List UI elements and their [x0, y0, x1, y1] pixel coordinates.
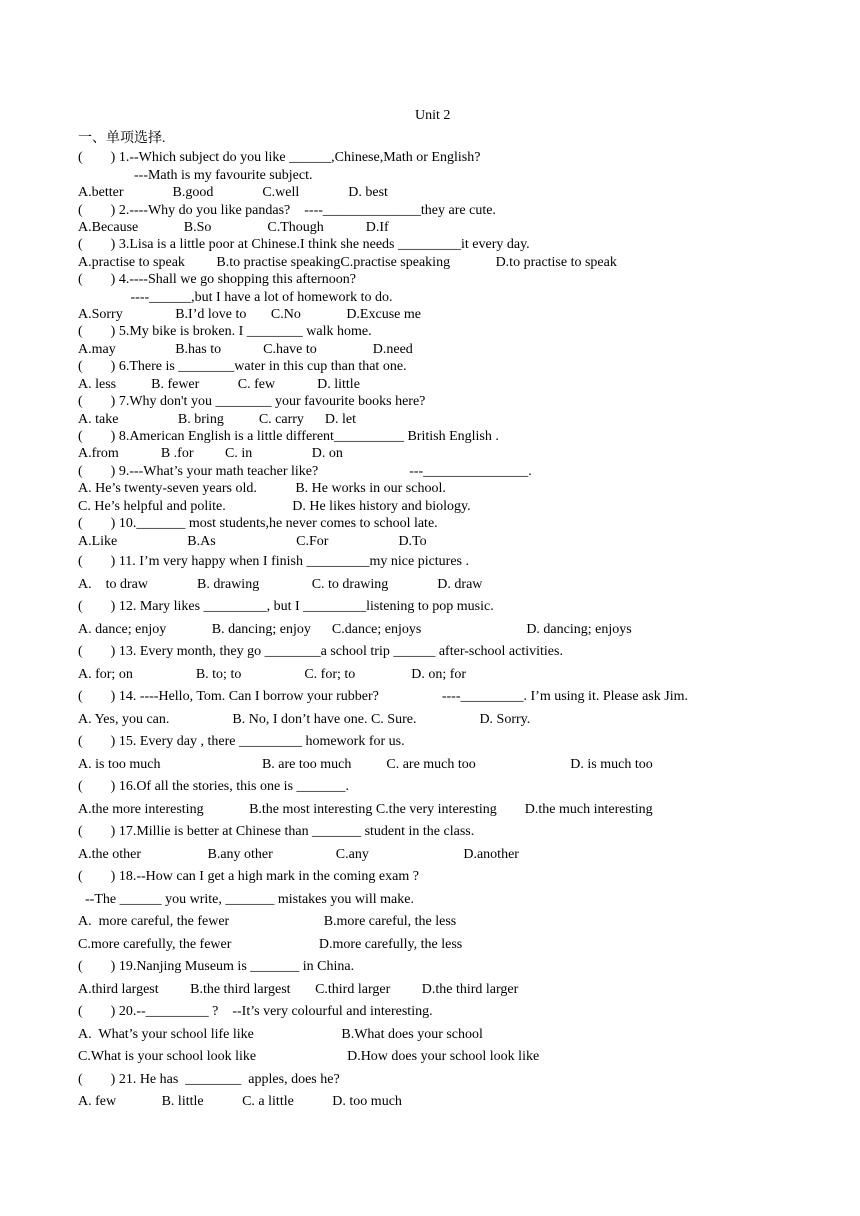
question-line: ( ) 18.--How can I get a high mark in the coming exam ?: [78, 869, 419, 884]
question-line: ( ) 19.Nanjing Museum is _______ in China.: [78, 959, 355, 974]
question-line: ( ) 8.American English is a little different__________ British English .: [78, 429, 499, 444]
question-line: ---Math is my favourite subject.: [78, 168, 313, 183]
question-line: ( ) 9.---What’s your math teacher like? ---_______________.: [78, 464, 532, 479]
question-line: ( ) 4.----Shall we go shopping this afternoon?: [78, 272, 356, 287]
options-line: A. to draw B. drawing C. to drawing D. draw: [78, 577, 483, 592]
question-line: ( ) 7.Why don't you ________ your favourite books here?: [78, 394, 426, 409]
options-line: A. for; on B. to; to C. for; to D. on; for: [78, 667, 467, 682]
question-line: ( ) 13. Every month, they go ________a school trip ______ after-school activities.: [78, 644, 563, 659]
question-line: --The ______ you write, _______ mistakes you will make.: [78, 892, 414, 907]
options-line: A. He’s twenty-seven years old. B. He works in our school.: [78, 481, 446, 496]
options-line: C.What is your school look like D.How does your school look like: [78, 1049, 540, 1064]
options-line: A. What’s your school life like B.What does your school: [78, 1027, 483, 1042]
options-line: A.from B .for C. in D. on: [78, 446, 343, 461]
question-line: ( ) 17.Millie is better at Chinese than _______ student in the class.: [78, 824, 475, 839]
options-line: A. take B. bring C. carry D. let: [78, 412, 357, 427]
options-line: A. Yes, you can. B. No, I don’t have one. C. Sure. D. Sorry.: [78, 712, 531, 727]
options-line: A.may B.has to C.have to D.need: [78, 342, 413, 357]
question-line: ( ) 21. He has ________ apples, does he?: [78, 1072, 340, 1087]
options-line: A. few B. little C. a little D. too much: [78, 1094, 402, 1109]
options-line: C. He’s helpful and polite. D. He likes history and biology.: [78, 499, 471, 514]
options-line: A.Because B.So C.Though D.If: [78, 220, 389, 235]
question-line: ( ) 20.--_________ ? --It’s very colourful and interesting.: [78, 1004, 433, 1019]
question-line: ( ) 15. Every day , there _________ homework for us.: [78, 734, 405, 749]
question-line: ( ) 12. Mary likes _________, but I _________listening to pop music.: [78, 599, 494, 614]
options-line: A. dance; enjoy B. dancing; enjoy C.dance; enjoys D. dancing; enjoys: [78, 622, 632, 637]
options-line: A.practise to speak B.to practise speakingC.practise speaking D.to practise to speak: [78, 255, 617, 270]
page-title: Unit 2: [415, 108, 451, 123]
question-line: ( ) 3.Lisa is a little poor at Chinese.I think she needs _________it every day.: [78, 237, 530, 252]
options-line: C.more carefully, the fewer D.more carefully, the less: [78, 937, 463, 952]
options-line: A.third largest B.the third largest C.third larger D.the third larger: [78, 982, 519, 997]
options-line: A.Like B.As C.For D.To: [78, 534, 427, 549]
question-line: ( ) 2.----Why do you like pandas? ----______________they are cute.: [78, 203, 496, 218]
options-line: A.the other B.any other C.any D.another: [78, 847, 519, 862]
question-line: ( ) 6.There is ________water in this cup than that one.: [78, 359, 407, 374]
options-line: A. is too much B. are too much C. are much too D. is much too: [78, 757, 653, 772]
question-line: ( ) 1.--Which subject do you like ______,Chinese,Math or English?: [78, 150, 481, 165]
section-heading: 一、单项选择.: [78, 131, 166, 146]
options-line: A.better B.good C.well D. best: [78, 185, 388, 200]
question-line: ( ) 16.Of all the stories, this one is _______.: [78, 779, 350, 794]
options-line: A. less B. fewer C. few D. little: [78, 377, 360, 392]
question-line: ----______,but I have a lot of homework to do.: [78, 290, 393, 305]
options-line: A. more careful, the fewer B.more careful, the less: [78, 914, 457, 929]
question-line: ( ) 10._______ most students,he never comes to school late.: [78, 516, 438, 531]
options-line: A.the more interesting B.the most interesting C.the very interesting D.the much interesting: [78, 802, 653, 817]
question-line: ( ) 11. I’m very happy when I finish _________my nice pictures .: [78, 554, 470, 569]
question-line: ( ) 14. ----Hello, Tom. Can I borrow your rubber? ----_________. I’m using it. Please ask Jim.: [78, 689, 688, 704]
question-line: ( ) 5.My bike is broken. I ________ walk home.: [78, 324, 372, 339]
options-line: A.Sorry B.I’d love to C.No D.Excuse me: [78, 307, 421, 322]
